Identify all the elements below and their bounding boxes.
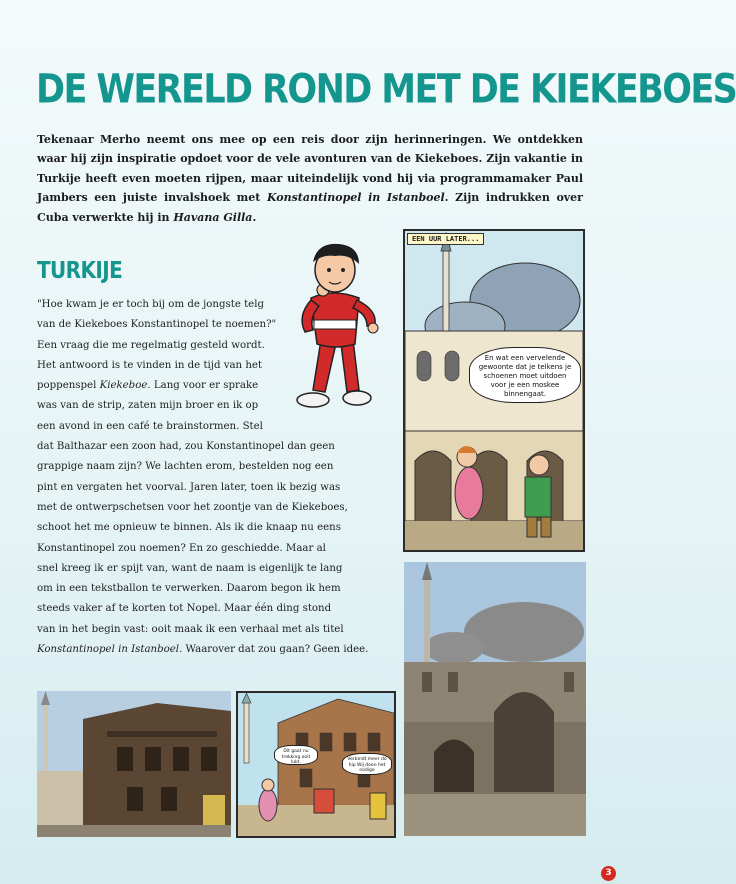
wooden-house-photo [37,691,231,837]
section-heading: TURKIJE [37,256,123,284]
comic-caption: EEN UUR LATER... [407,233,484,245]
body-line: "Hoe kwam je er toch bij om de jongste telg [37,299,264,310]
body-line: Het antwoord is te vinden in de tijd van het [37,359,263,371]
mosque-photo [404,562,586,836]
body-line: snel kreeg ik er spijt van, want de naam is eigenlijk te lang [37,562,343,574]
cartoon-character [283,240,395,420]
speech-bubble: En wat een vervelende gewoonte dat je telkens je schoenen moet uitdoen voor je een moskee binnengaat. [469,347,581,403]
body-line: een avond in een café te brainstormen. Stel [37,420,263,432]
body-line: pint en vergaten het voorval. Jaren later, toen ik bezig was [37,481,341,493]
body-line-text: Waarover dat zou gaan? Geen idee. [182,644,369,656]
comic-panel-street [236,691,396,838]
body-line: van de Kiekeboes Konstantinopel te noemen?" [37,319,277,331]
body-line: schoot het me opnieuw te binnen. Als ik die knaap nu eens [37,522,341,534]
comic-panel-mosque [403,229,585,552]
body-line: dat Balthazar een zoon had, zou Konstantinopel dan geen [37,441,335,453]
character-illustration [283,240,395,420]
intro-italic-title-1: Konstantinopel in Istanboel [266,191,445,205]
wooden-house-photo-illustration [37,691,231,837]
mosque-photo-illustration [404,562,586,836]
intro-text-1: Tekenaar Merho neemt ons mee op een reis door zijn herinneringen. We ontdekken waar hij zijn inspiratie opdoet voor de vele avonturen van de Kiekeboes. Zijn vakantie in Turkije heeft even moeten rijpen, maar uiteindelijk vond hij via programmamaker Paul Jambers een juiste invalshoek met [37,133,583,205]
speech-bubble-small: Verbindt meer do hip Wij doen het nodige [342,753,392,775]
intro-paragraph [37,130,583,227]
body-line [37,640,367,660]
body-line: om in een tekstballon te verwerken. Daarom begon ik hem [37,583,341,595]
body-italic: Kiekeboe [99,380,148,392]
intro-text-2: . Zijn indrukken over Cuba verwerkte hij in [37,191,583,224]
body-line: Een vraag die me regelmatig gesteld wordt. [37,339,265,351]
page-number-badge: 3 [601,866,616,881]
intro-text-3: . [252,210,257,224]
body-line: met de ontwerpschetsen voor het zoontje van de Kiekeboes, [37,501,348,513]
body-line-text: . Lang voor er sprake [147,380,259,392]
body-line: van in het begin vast: ooit maak ik een verhaal met als titel [37,623,344,635]
body-italic: Konstantinopel in Istanboel. [37,644,183,656]
speech-bubble-small: Dit gaat nu trekking ooit lukt. [274,745,318,765]
intro-italic-title-2: Havana Gilla [173,210,253,224]
body-line: steeds vaker af te korten tot Nopel. Maar één ding stond [37,603,332,615]
body-line-text: poppenspel [37,380,100,392]
body-line: Konstantinopel zou noemen? En zo geschiedde. Maar al [37,542,326,554]
body-line: was van de strip, zaten mijn broer en ik op [37,400,259,412]
body-line: grappige naam zijn? We lachten erom, bestelden nog een [37,461,334,473]
page-title: DE WERELD ROND MET DE KIEKEBOES [36,66,736,113]
